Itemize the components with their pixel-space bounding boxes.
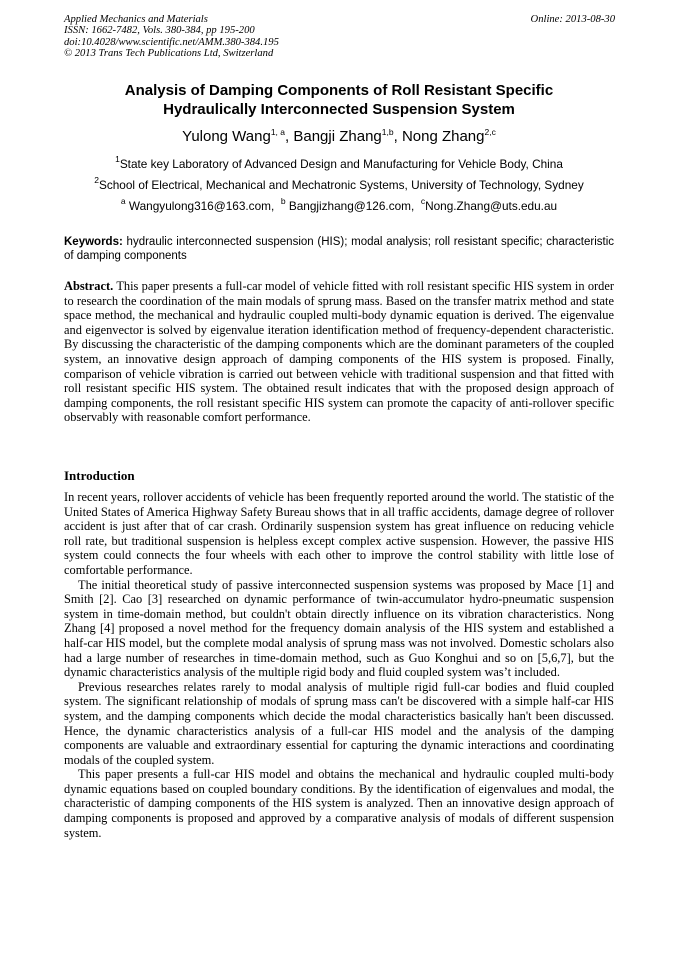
author-sup: 1, a (270, 127, 286, 137)
author-sup: 1,b (381, 127, 394, 137)
affiliation-text: State key Laboratory of Advanced Design and Manufacturing for Vehicle Body, China (119, 157, 563, 171)
email-link[interactable]: Wangyulong316@163.com, (128, 199, 275, 213)
paragraph: The initial theoretical study of passive interconnected suspension systems was proposed by Mace [1] and Smith [2]. Cao [3] researched on dynamic performance of twin-accumulator hydro-pneumatic suspension system in time-domain method, but couldn't obtain directly influence on its vibration characteristics. Nong Zhang [4] proposed a novel method for the frequency domain analysis of the HIS system and established a half-car HIS model, but the complete modal analysis of sprung mass was not involved. Domestic scholars also had a large number of researches in time-domain method, such as Guo Konghui and so on [5,6,7], but the dynamic characteristics analysis of the multiple rigid body and fluid coupled system was’t included. (64, 577, 614, 680)
abstract-text: This paper presents a full-car model of vehicle fitted with roll resistant specific HIS system in order to research the coordination of the main modals of sprung mass. Based on the transfer matrix method and state space method, the mechanical and hydraulic coupled multi-body dynamic equation is derived. The eigenvalue and eigenvector is solved by eigenvalue iteration identification method of frequency-dependent characteristic. By discussing the characteristic of the damping components which are the dominant parameters of the coupled system, an innovative design approach of damping components of the HIS system is proposed. Finally, comparison of vehicle vibration is carried out between vehicle with traditional suspension and that fitted with roll resistant specific HIS system. The obtained result indicates that with the proposed design approach of damping components, the roll resistant specific HIS system can promote the capacity of anti-rollover specific observably with reasonable comfort performance. (64, 279, 615, 425)
email-sup: a (120, 196, 126, 206)
email-list (64, 196, 614, 213)
introduction-body (64, 490, 614, 840)
email-link[interactable]: Nong.Zhang@uts.edu.au (425, 199, 558, 213)
online-date: Online: 2013-08-30 (530, 14, 615, 25)
affiliation-sup: 2 (94, 175, 99, 185)
affiliation-1 (64, 154, 614, 171)
title-line-2: Hydraulically Interconnected Suspension System (163, 100, 515, 118)
section-heading-introduction: Introduction (64, 468, 135, 483)
keywords-text: hydraulic interconnected suspension (HIS); modal analysis; roll resistant specific; characteristic of damping components (64, 236, 614, 262)
keywords-block (64, 236, 614, 263)
copyright-line: © 2013 Trans Tech Publications Ltd, Switzerland (64, 48, 274, 60)
paragraph: In recent years, rollover accidents of vehicle has been frequently reported around the world. The statistic of the United States of America Highway Safety Bureau shows that in all traffic accidents, damage degree of rollover accident is just after that of car crash. Ordinarily suspension system has great influence on reducing vehicle roll rate, but traditional suspension is helpless except complex active suspension. However, the passive HIS system could connects the four wheels with each other to improve the control stability with little lose of comfortable performance. (64, 490, 614, 577)
affiliation-text: School of Electrical, Mechanical and Mechatronic Systems, University of Technology, Sydney (98, 178, 584, 192)
paragraph: Previous researches relates rarely to modal analysis of multiple rigid full-car bodies and fluid coupled system. The significant relationship of modals of sprung mass can't be discovered with a simple half-car HIS system, and the damping components which decide the modal characteristics basically han't been discussed. Hence, the dynamic characteristics analysis of a full-car HIS model and the analysis of the damping components are valuable and extraordinary essential for capturing the dynamic interactions and coordinating modals of the coupled system. (64, 679, 614, 767)
paper-title (64, 82, 614, 119)
title-line-1: Analysis of Damping Components of Roll Resistant Specific (124, 82, 554, 99)
journal-name: Applied Mechanics and Materials (64, 14, 208, 25)
issn-line: ISSN: 1662-7482, Vols. 380-384, pp 195-200 (64, 25, 255, 37)
journal-meta (64, 14, 279, 60)
author-name: Bangji Zhang (293, 128, 382, 145)
keywords-label: Keywords: (64, 236, 123, 248)
author-list: Yulong Wang$^{1, a}$, Bangji Zhang$^{1,b}$, Nong Zhang$^{2,c}$ (182, 127, 496, 145)
email-sup: b (280, 196, 286, 206)
author-name: Yulong Wang (182, 128, 271, 145)
paragraph: This paper presents a full-car HIS model and obtains the mechanical and hydraulic coupled multi-body dynamic equations based on coupled boundary conditions. By the identification of eigenvalues and modal, the characteristic of damping components of the HIS system is analyzed. Then an innovative design approach of damping components is proposed and approved by a comparative analysis of modals of different suspension system. (64, 767, 614, 840)
email-link[interactable]: Bangjizhang@126.com, (288, 199, 415, 213)
doi-line: doi:10.4028/www.scientific.net/AMM.380-384.195 (64, 36, 279, 48)
affiliation-2 (64, 175, 614, 192)
author-name: Nong Zhang (401, 128, 485, 145)
email-sup: c (420, 196, 426, 206)
abstract-block (64, 279, 614, 425)
author-sup: 2,c (484, 127, 496, 137)
affiliation-sup: 1 (115, 154, 120, 164)
abstract-label: Abstract. (64, 279, 114, 293)
